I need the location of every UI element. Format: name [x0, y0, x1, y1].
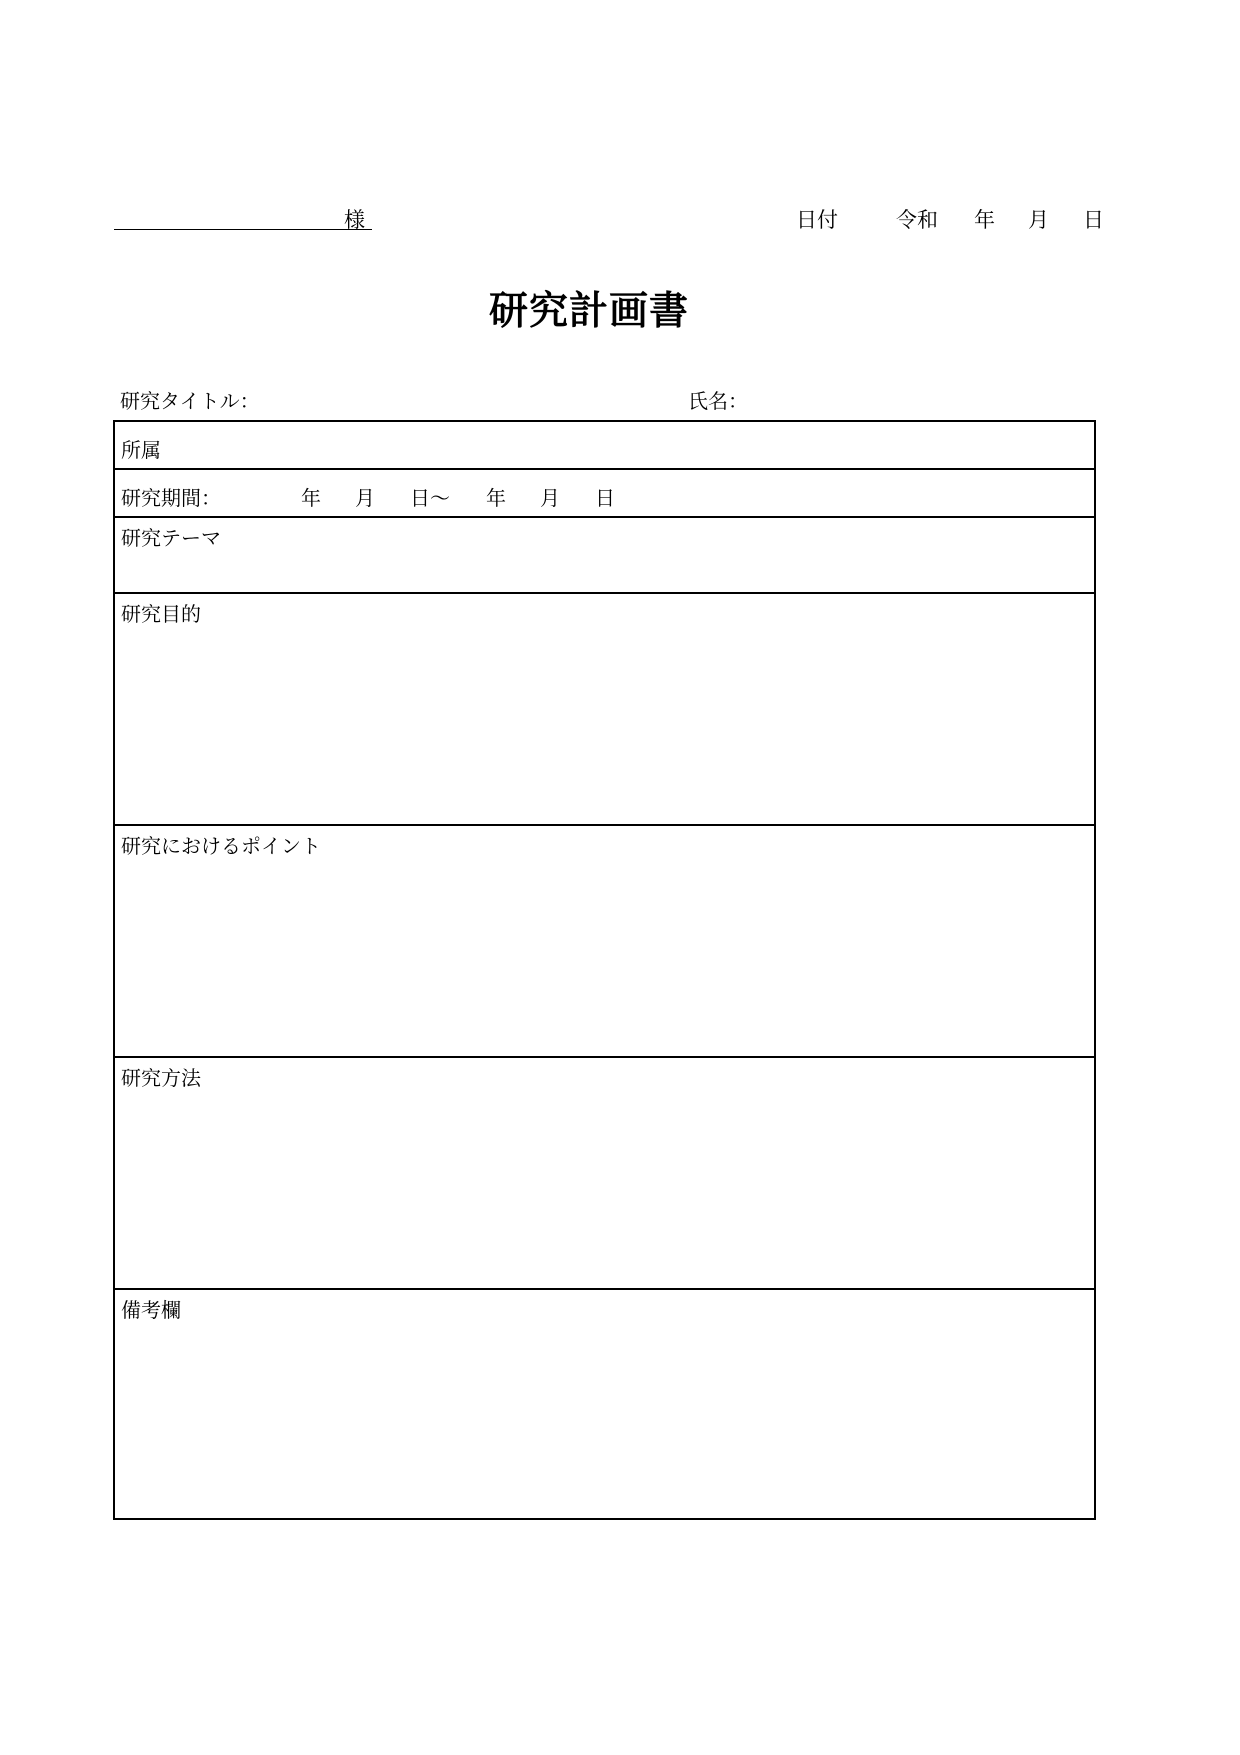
- research-points-field[interactable]: [115, 826, 1094, 1058]
- period-end-day: 日: [595, 486, 615, 510]
- period-start-month: 月: [355, 486, 375, 510]
- date-day-unit: 日: [1083, 208, 1104, 232]
- research-period-field[interactable]: [115, 470, 1094, 518]
- period-end-year: 年: [486, 486, 506, 510]
- affiliation-field[interactable]: [115, 422, 1094, 470]
- recipient-name-line[interactable]: [114, 229, 372, 230]
- affiliation-label: 所属: [121, 438, 161, 462]
- research-plan-form: [113, 420, 1096, 1520]
- date-label: 日付: [796, 208, 838, 232]
- date-month-unit: 月: [1028, 208, 1049, 232]
- period-start-year: 年: [301, 486, 321, 510]
- recipient-honorific: 様: [344, 208, 365, 232]
- page-title: 研究計画書: [488, 289, 689, 334]
- date-year-unit: 年: [974, 208, 995, 232]
- date-era: 令和: [896, 208, 938, 232]
- research-purpose-label: 研究目的: [121, 602, 201, 626]
- research-period-label: 研究期間：: [121, 486, 221, 510]
- research-theme-label: 研究テーマ: [121, 526, 221, 550]
- research-points-label: 研究におけるポイント: [121, 834, 321, 858]
- period-end-month: 月: [540, 486, 560, 510]
- research-method-label: 研究方法: [121, 1066, 201, 1090]
- research-theme-field[interactable]: [115, 518, 1094, 594]
- remarks-field[interactable]: [115, 1290, 1094, 1518]
- research-purpose-field[interactable]: [115, 594, 1094, 826]
- period-start-day: 日～: [410, 486, 450, 510]
- research-method-field[interactable]: [115, 1058, 1094, 1290]
- research-title-label: 研究タイトル：: [120, 389, 260, 413]
- remarks-label: 備考欄: [121, 1298, 181, 1322]
- name-label: 氏名：: [688, 389, 748, 413]
